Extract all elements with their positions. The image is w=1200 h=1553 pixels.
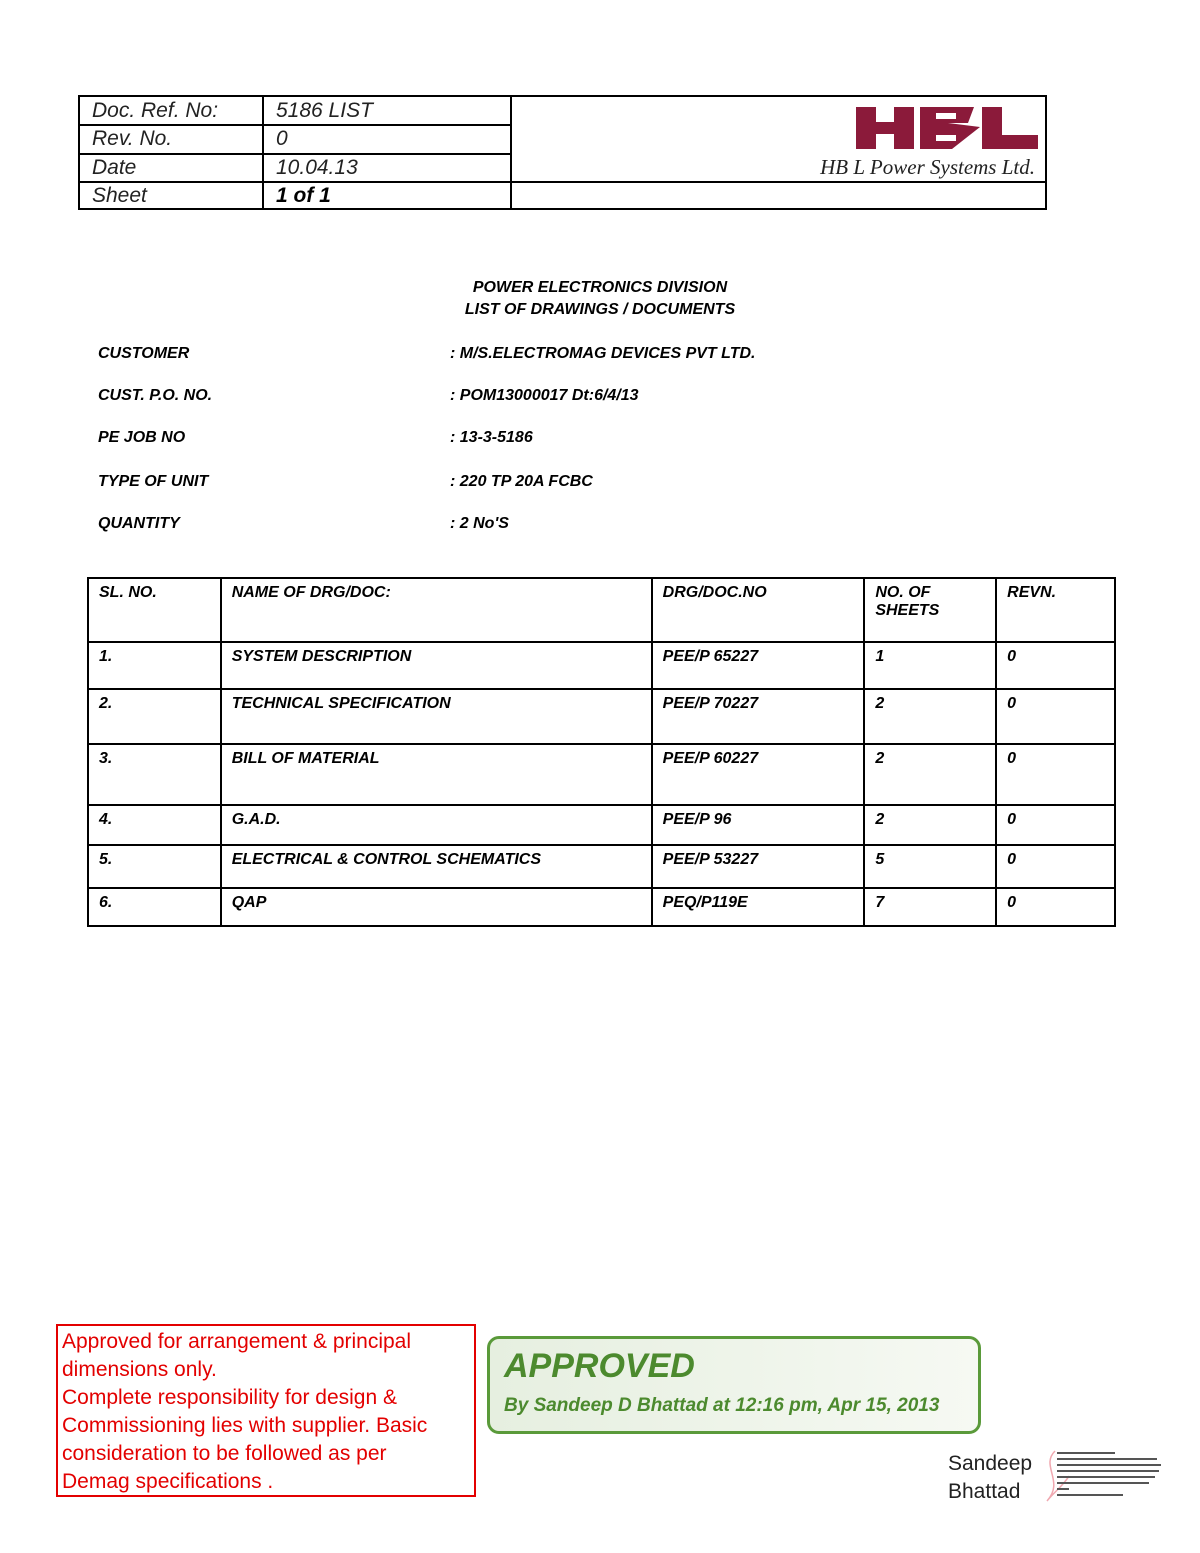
table-row xyxy=(88,689,1115,744)
cell-sl: 6. xyxy=(88,888,221,926)
approved-stamp xyxy=(487,1336,981,1434)
cell-revn: 0 xyxy=(996,805,1115,845)
note-line: Complete responsibility for design & xyxy=(62,1386,397,1409)
cell-docno: PEQ/P119E xyxy=(652,888,865,926)
cell-name: ELECTRICAL & CONTROL SCHEMATICS xyxy=(221,845,652,888)
cell-docno: PEE/P 65227 xyxy=(652,642,865,689)
sheet-value: 1 of 1 xyxy=(264,182,512,210)
cell-sheets: 2 xyxy=(864,744,996,805)
note-line: dimensions only. xyxy=(62,1358,217,1381)
documents-table xyxy=(87,577,1116,927)
date-value: 10.04.13 xyxy=(264,154,512,182)
digital-signature-mark xyxy=(1035,1446,1200,1506)
document-header xyxy=(78,95,1047,210)
approved-stamp-by: By Sandeep D Bhattad at 12:16 pm, Apr 15, 2013 xyxy=(504,1395,940,1416)
col-header-sheets: NO. OF SHEETS xyxy=(864,578,996,642)
cell-name: TECHNICAL SPECIFICATION xyxy=(221,689,652,744)
cell-sheets: 5 xyxy=(864,845,996,888)
cell-name: BILL OF MATERIAL xyxy=(221,744,652,805)
note-line: Commissioning lies with supplier. Basic xyxy=(62,1414,428,1437)
cell-sl: 3. xyxy=(88,744,221,805)
note-line: Demag specifications . xyxy=(62,1470,274,1493)
unit-type-value: : 220 TP 20A FCBC xyxy=(450,473,593,490)
cell-revn: 0 xyxy=(996,845,1115,888)
col-header-docno: DRG/DOC.NO xyxy=(652,578,865,642)
table-row xyxy=(88,805,1115,845)
col-header-sl: SL. NO. xyxy=(88,578,221,642)
cell-sheets: 1 xyxy=(864,642,996,689)
cell-sl: 1. xyxy=(88,642,221,689)
col-header-name: NAME OF DRG/DOC: xyxy=(221,578,652,642)
note-line: Approved for arrangement & principal xyxy=(62,1330,412,1353)
job-value: : 13-3-5186 xyxy=(450,429,533,446)
cell-revn: 0 xyxy=(996,689,1115,744)
cell-revn: 0 xyxy=(996,744,1115,805)
cell-sl: 2. xyxy=(88,689,221,744)
division-title: POWER ELECTRONICS DIVISION xyxy=(472,279,728,296)
cell-name: G.A.D. xyxy=(221,805,652,845)
cell-revn: 0 xyxy=(996,642,1115,689)
company-name: HB L Power Systems Ltd. xyxy=(820,155,1035,179)
note-line: consideration to be followed as per xyxy=(62,1442,387,1465)
cell-revn: 0 xyxy=(996,888,1115,926)
table-row xyxy=(88,744,1115,805)
cell-sl: 4. xyxy=(88,805,221,845)
signature-first: Sandeep xyxy=(948,1452,1033,1475)
divider xyxy=(512,181,1045,183)
quantity-value: : 2 No'S xyxy=(450,515,509,532)
table-row xyxy=(88,888,1115,926)
doc-ref-label: Doc. Ref. No: xyxy=(80,97,264,125)
table-header-row xyxy=(88,578,1115,642)
signature-last: Bhattad xyxy=(948,1480,1021,1503)
approved-stamp-title: APPROVED xyxy=(504,1347,695,1385)
cell-docno: PEE/P 60227 xyxy=(652,744,865,805)
customer-value: : M/S.ELECTROMAG DEVICES PVT LTD. xyxy=(450,345,756,362)
table-row xyxy=(88,642,1115,689)
signature-name xyxy=(948,1450,1032,1506)
col-header-revn: REVN. xyxy=(996,578,1115,642)
cell-docno: PEE/P 53227 xyxy=(652,845,865,888)
approval-note xyxy=(56,1324,476,1497)
cell-sheets: 7 xyxy=(864,888,996,926)
doc-ref-value: 5186 LIST xyxy=(264,97,512,125)
cell-docno: PEE/P 70227 xyxy=(652,689,865,744)
cell-sl: 5. xyxy=(88,845,221,888)
cell-sheets: 2 xyxy=(864,689,996,744)
job-label: PE JOB NO xyxy=(98,429,186,446)
date-label: Date xyxy=(80,154,264,182)
customer-label: CUSTOMER xyxy=(98,345,190,362)
sheet-label: Sheet xyxy=(80,182,264,210)
list-title: LIST OF DRAWINGS / DOCUMENTS xyxy=(464,301,736,318)
hbl-logo xyxy=(856,105,1038,151)
po-label: CUST. P.O. NO. xyxy=(98,387,213,404)
cell-name: QAP xyxy=(221,888,652,926)
rev-no-value: 0 xyxy=(264,125,512,153)
cell-docno: PEE/P 96 xyxy=(652,805,865,845)
quantity-label: QUANTITY xyxy=(98,515,180,532)
unit-type-label: TYPE OF UNIT xyxy=(98,473,209,490)
cell-name: SYSTEM DESCRIPTION xyxy=(221,642,652,689)
cell-sheets: 2 xyxy=(864,805,996,845)
po-value: : POM13000017 Dt:6/4/13 xyxy=(450,387,639,404)
rev-no-label: Rev. No. xyxy=(80,125,264,153)
table-row xyxy=(88,845,1115,888)
